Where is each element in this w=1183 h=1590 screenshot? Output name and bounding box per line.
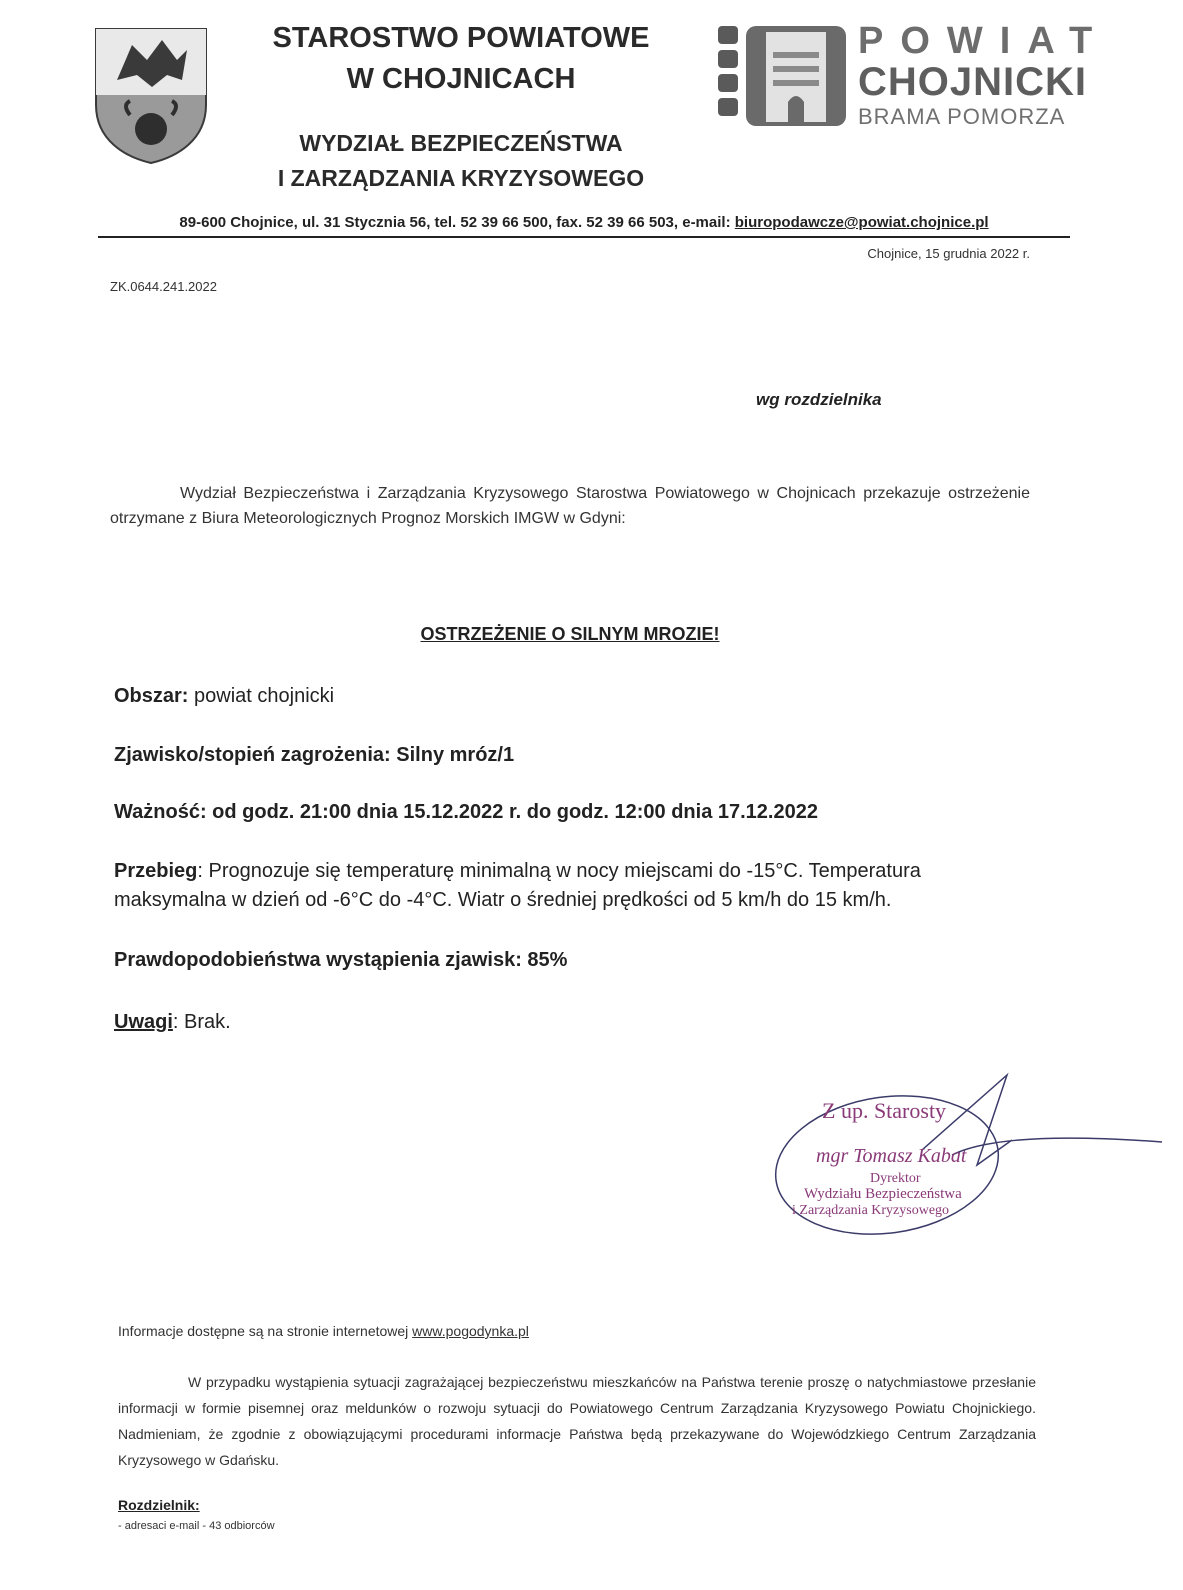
area-row	[114, 682, 1034, 711]
probability-row	[114, 946, 1034, 975]
logo-word-powiat: POWIAT	[858, 20, 1110, 62]
remarks-value: : Brak.	[172, 1011, 231, 1033]
header-divider	[98, 236, 1070, 238]
office-name-line1: STAROSTWO POWIATOWE	[272, 22, 650, 54]
validity-label: Ważność	[114, 801, 200, 823]
letter-date: Chojnice, 15 grudnia 2022 r.	[867, 246, 1030, 261]
office-name-line2: W CHOJNICACH	[346, 63, 576, 95]
footer-paragraph	[118, 1369, 1036, 1473]
department-name-line2: I ZARZĄDZANIA KRYZYSOWEGO	[277, 165, 645, 191]
email-link[interactable]: biuropodawcze@powiat.chojnice.pl	[734, 214, 989, 231]
stamp-line2: mgr Tomasz Kabat	[816, 1145, 967, 1167]
powiat-logo	[718, 20, 1110, 132]
reference-number: ZK.0644.241.2022	[110, 279, 217, 294]
office-name	[230, 18, 692, 100]
pogodynka-link[interactable]: www.pogodynka.pl	[412, 1323, 529, 1339]
signature-stamp	[772, 1070, 1162, 1240]
course-value: : Prognozuje się temperaturę minimalną w nocy miejscami do -15°C. Temperatura maksymalna w dzień od -6°C do -4°C. Wiatr o średniej prędkości od 5 km/h do 15 km/h.	[114, 860, 921, 911]
intro-text: Wydział Bezpieczeństwa i Zarządzania Kryzysowego Starostwa Powiatowego w Chojnicach przekazuje ostrzeżenie otrzymane z Biura Meteorologicznych Prognoz Morskich IMGW w Gdyni:	[110, 485, 1030, 527]
distribution-heading: Rozdzielnik:	[118, 1497, 200, 1513]
gate-tower-icon	[718, 22, 858, 132]
area-label: Obszar:	[114, 685, 189, 707]
coat-of-arms-icon	[92, 25, 210, 165]
area-value: powiat chojnicki	[188, 685, 335, 707]
remarks-row	[114, 1008, 1034, 1037]
validity-row	[114, 798, 1034, 827]
probability-text: Prawdopodobieństwa wystąpienia zjawisk: 85%	[114, 949, 568, 971]
stamp-line3: Dyrektor	[870, 1171, 921, 1186]
recipient: wg rozdzielnika	[756, 390, 882, 409]
stamp-line4: Wydziału Bezpieczeństwa	[804, 1186, 962, 1202]
intro-paragraph	[110, 481, 1030, 531]
department-name	[230, 126, 692, 196]
stamp-line5: i Zarządzania Kryzysowego	[792, 1203, 950, 1218]
logo-tagline: BRAMA POMORZA	[858, 104, 1066, 129]
distribution-item: - adresaci e-mail - 43 odbiorców	[118, 1520, 275, 1532]
info-line	[118, 1323, 529, 1339]
address-text: 89-600 Chojnice, ul. 31 Stycznia 56, tel. 52 39 66 500, fax. 52 39 66 503, e-mail:	[179, 214, 735, 231]
stamp-line1: Z up. Starosty	[822, 1098, 947, 1123]
course-label: Przebieg	[114, 860, 198, 882]
remarks-label: Uwagi	[114, 1011, 173, 1033]
validity-value: : od godz. 21:00 dnia 15.12.2022 r. do godz. 12:00 dnia 17.12.2022	[199, 801, 818, 823]
department-name-line1: WYDZIAŁ BEZPIECZEŃSTWA	[299, 130, 623, 156]
footer-paragraph-text: W przypadku wystąpienia sytuacji zagrażającej bezpieczeństwu mieszkańców na Państwa terenie proszę o natychmiastowe przesłanie informacji w formie pisemnej oraz meldunków o rozwoju sytuacji do Powiatowego Centrum Zarządzania Kryzysowego Powiatu Chojnickiego. Nadmieniam, że zgodnie z obowiązującymi procedurami informacje Państwa będą przekazywane do Wojewódzkiego Centrum Zarządzania Kryzysowego w Gdańsku.	[118, 1374, 1036, 1468]
warning-title: OSTRZEŻENIE O SILNYM MROZIE!	[420, 624, 720, 644]
phenomenon-row	[114, 741, 1034, 770]
phenomenon-text: Zjawisko/stopień zagrożenia: Silny mróz/1	[114, 744, 515, 766]
info-text: Informacje dostępne są na stronie internetowej	[118, 1323, 413, 1339]
address-line	[98, 214, 1070, 231]
logo-word-chojnicki: CHOJNICKI	[858, 60, 1088, 104]
course-row	[114, 857, 1034, 915]
